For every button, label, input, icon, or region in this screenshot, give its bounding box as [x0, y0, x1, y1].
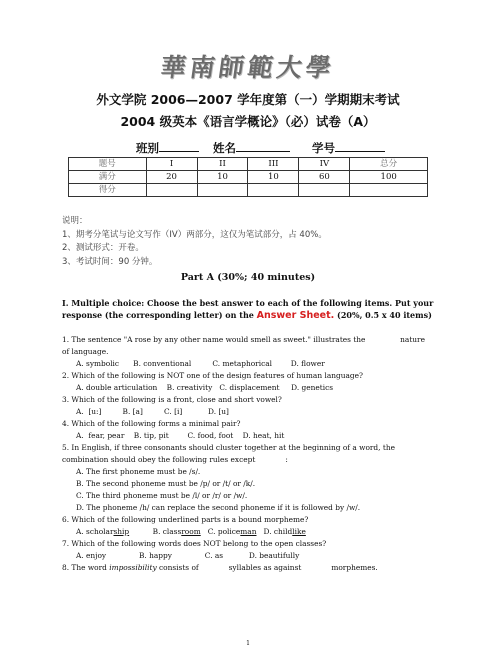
section-instructions — [62, 297, 434, 322]
question-stem: 5. In English, if three consonants should cluster together at the beginning of a word, the combination should obey the following rules except — [62, 443, 395, 464]
score-cell: 满分 — [69, 171, 147, 184]
answer-sheet-highlight: Answer Sheet. — [256, 310, 335, 321]
question-6: 6. Which of the following underlined parts is a bound morpheme? — [62, 515, 309, 524]
id-blank[interactable] — [335, 139, 385, 152]
score-cell: 10 — [197, 171, 248, 184]
score-input-cell[interactable] — [299, 184, 350, 197]
name-blank[interactable] — [236, 139, 290, 152]
score-cell: 得分 — [69, 184, 147, 197]
question-option: A. The first phoneme must be /s/. — [76, 467, 201, 476]
note-item: 2、测试形式：开卷。 — [62, 243, 144, 253]
question-8: 8. The word impossibility consists of syllables as against morphemes. — [62, 563, 378, 572]
question-2: 2. Which of the following is NOT one of the design features of human language? — [62, 371, 363, 380]
question-5: 5. In English, if three consonants should cluster together at the beginning of a word, the combination should obey the following rules except : — [62, 443, 395, 464]
class-label: 班别 — [136, 141, 159, 155]
score-table — [68, 157, 428, 197]
score-input-cell[interactable] — [248, 184, 299, 197]
note-item: 1、期考分笔试与论文写作（IV）两部分，这仅为笔试部分，占 40%。 — [62, 229, 327, 240]
question-7: 7. Which of the following words does NOT belong to the open classes? — [62, 539, 327, 548]
score-cell: 题号 — [69, 158, 147, 171]
question-options: A. double articulation B. creativity C. displacement D. genetics — [76, 383, 334, 392]
score-cell: 60 — [299, 171, 350, 184]
id-field[interactable] — [312, 139, 385, 156]
exam-subtitle: 2004 级英本《语言学概论》（必）试卷（A） — [120, 114, 376, 129]
question-options: A. scholarship B. classroom C. policeman D. childlike — [76, 527, 306, 536]
name-field[interactable] — [213, 139, 290, 156]
university-logo: 華南師範大學 — [158, 53, 337, 82]
class-field[interactable] — [136, 139, 199, 156]
score-cell: III — [248, 158, 299, 171]
exam-notes — [62, 215, 327, 269]
part-a-heading: Part A (30%; 40 minutes) — [180, 272, 316, 283]
score-cell: I — [146, 158, 197, 171]
score-table-row-earned — [69, 184, 428, 197]
instruction-points: (20%, 0.5 x 40 items) — [334, 310, 432, 320]
page-number: 1 — [246, 640, 250, 647]
question-options: A. symbolic B. conventional C. metaphorical D. flower — [76, 359, 325, 368]
question-option: D. The phoneme /h/ can replace the second phoneme if it is followed by /w/. — [76, 503, 361, 512]
score-table-row-number — [69, 158, 428, 171]
score-input-cell[interactable] — [350, 184, 428, 197]
exam-title: 外文学院 2006—2007 学年度第（一）学期期末考试 — [96, 92, 400, 107]
score-cell: 100 — [350, 171, 428, 184]
score-cell: II — [197, 158, 248, 171]
question-stem: 1. The sentence "A rose by any other name would smell as sweet." illustrates the — [62, 335, 366, 344]
instruction-text: I. Multiple choice: Choose the best answer to each of the following items. Put your response (the corresponding letter) on the — [62, 298, 434, 320]
score-input-cell[interactable] — [197, 184, 248, 197]
question-options: A. [u:] B. [a] C. [i] D. [u] — [76, 407, 229, 416]
questions — [62, 334, 434, 574]
question-option: C. The third phoneme must be /l/ or /r/ or /w/. — [76, 491, 248, 500]
note-item: 3、考试时间：90 分钟。 — [62, 256, 158, 267]
question-options: A. fear, pear B. tip, pit C. food, foot D. heat, hit — [76, 431, 285, 440]
name-label: 姓名 — [213, 141, 236, 155]
score-cell: 总分 — [350, 158, 428, 171]
class-blank[interactable] — [159, 139, 199, 152]
score-input-cell[interactable] — [146, 184, 197, 197]
question-1 — [62, 334, 434, 358]
question-3: 3. Which of the following is a front, close and short vowel? — [62, 395, 282, 404]
score-cell: IV — [299, 158, 350, 171]
id-label: 学号 — [312, 141, 335, 155]
score-cell: 20 — [146, 171, 197, 184]
question-stem: nature of language. — [62, 335, 425, 356]
score-cell: 10 — [248, 171, 299, 184]
notes-heading: 说明： — [62, 216, 88, 226]
question-options: A. enjoy B. happy C. as D. beautifully — [76, 551, 300, 560]
question-4: 4. Which of the following forms a minimal pair? — [62, 419, 241, 428]
score-table-row-full — [69, 171, 428, 184]
question-option: B. The second phoneme must be /p/ or /t/ or /k/. — [76, 479, 256, 488]
